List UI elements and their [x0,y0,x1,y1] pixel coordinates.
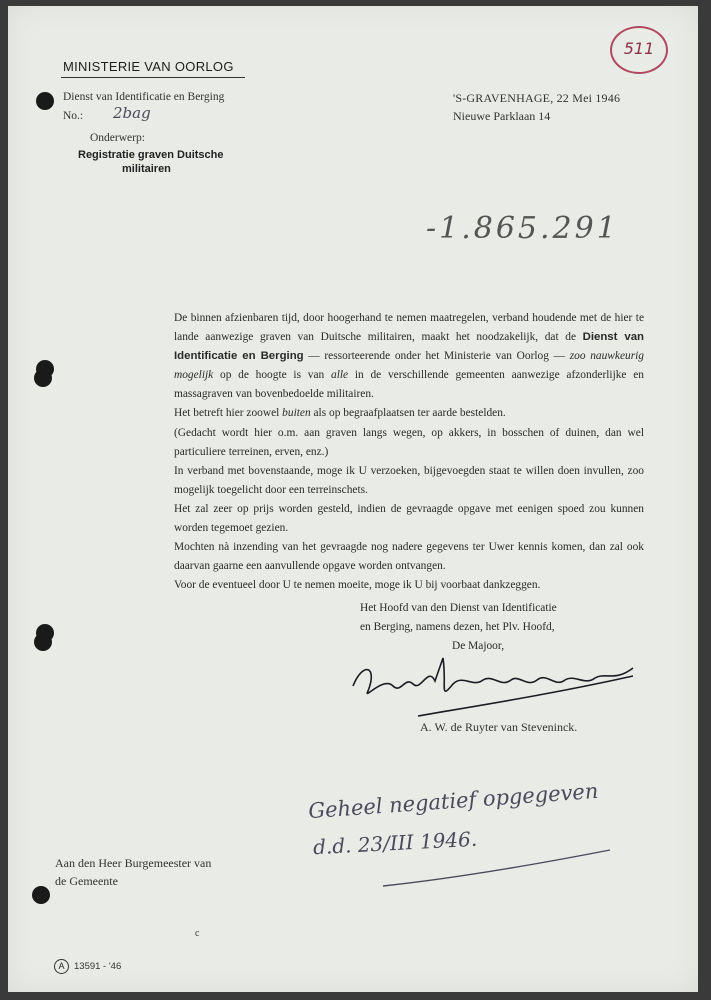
paragraph-7: Voor de eventueel door U te nemen moeite, moge ik U bij voorbaat dankzeggen. [174,579,541,592]
paragraph-6: Mochten nà inzending van het gevraagde nog nadere gegevens ter Uwer kennis komen, dan zal ook daarvan gaarne een aanvullende opgave worden ontvangen. [174,541,644,573]
address: Nieuwe Parklaan 14 [453,109,551,123]
punch-hole [34,369,52,387]
punch-hole [32,886,50,904]
handwritten-note-line-2: d.d. 23/III 1946. [312,826,478,860]
printer-logo-icon: A [54,959,69,974]
paragraph-2: Het betreft hier zoowel buiten als op begraafplaatsen ter aarde bestelden. [174,407,506,420]
handwritten-signature-icon [343,646,643,721]
letter-body [174,309,644,595]
subject-label: Onderwerp: [90,132,145,144]
document-page [8,6,698,992]
ministry-name: MINISTERIE VAN OORLOG [63,59,234,74]
subject-line-2: militairen [122,163,171,175]
signature-line-3: De Majoor, [452,640,505,652]
department-name: Dienst van Identificatie en Berging [63,91,225,103]
subject-line-1: Registratie graven Duitsche [78,149,224,161]
paragraph-5: Het zal zeer op prijs worden gesteld, indien de gevraagde opgave met eenigen spoed zou kunnen worden tegemoet gezien. [174,502,644,535]
reference-handwritten: 2bag [113,104,151,122]
paragraph-1: De binnen afzienbaren tijd, door hoogerhand te nemen maatregelen, verband houdende met de hier te lande aanwezige graven van Duitsche militairen, maakt het noodzakelijk, dat de Dienst van Identificatie en Berging — ressorteerende onder het Ministerie van Oorlog — zoo nauwkeurig mogelijk op de hoogte is van alle in de verschillende gemeenten aanwezige afzonderlijke en massagraven van bovenbedoelde militairen. [174,312,644,401]
addressee-line-2: de Gemeente [55,874,118,888]
punch-hole [34,633,52,651]
stamp-number: 511 [623,39,655,58]
signatory-name: A. W. de Ruyter van Steveninck. [420,720,578,734]
handwritten-underline-icon [378,844,618,894]
signature-line-1: Het Hoofd van den Dienst van Identificatie [360,602,557,614]
reference-label: No.: [63,110,84,122]
footer-mark: c [195,928,200,939]
print-code: 13591 - '46 [74,961,122,972]
paragraph-3: (Gedacht wordt hier o.m. aan graven langs wegen, op akkers, in bosschen of duinen, dan wel particuliere terreinen, erven, enz.) [174,426,644,458]
addressee-line-1: Aan den Heer Burgemeester van [55,856,212,870]
handwritten-note-line-1: Geheel negatief opgegeven [307,778,600,824]
handwritten-reference: -1.865.291 [426,211,619,246]
punch-hole [36,92,54,110]
signature-line-2: en Berging, namens dezen, het Plv. Hoofd, [360,621,555,633]
place-date: 'S-GRAVENHAGE, 22 Mei 1946 [453,91,621,105]
ministry-underline [61,77,245,78]
paragraph-4: In verband met bovenstaande, moge ik U verzoeken, bijgevoegden staat te willen doen invullen, zoo mogelijk toegelicht door een terreinschets. [174,464,644,496]
